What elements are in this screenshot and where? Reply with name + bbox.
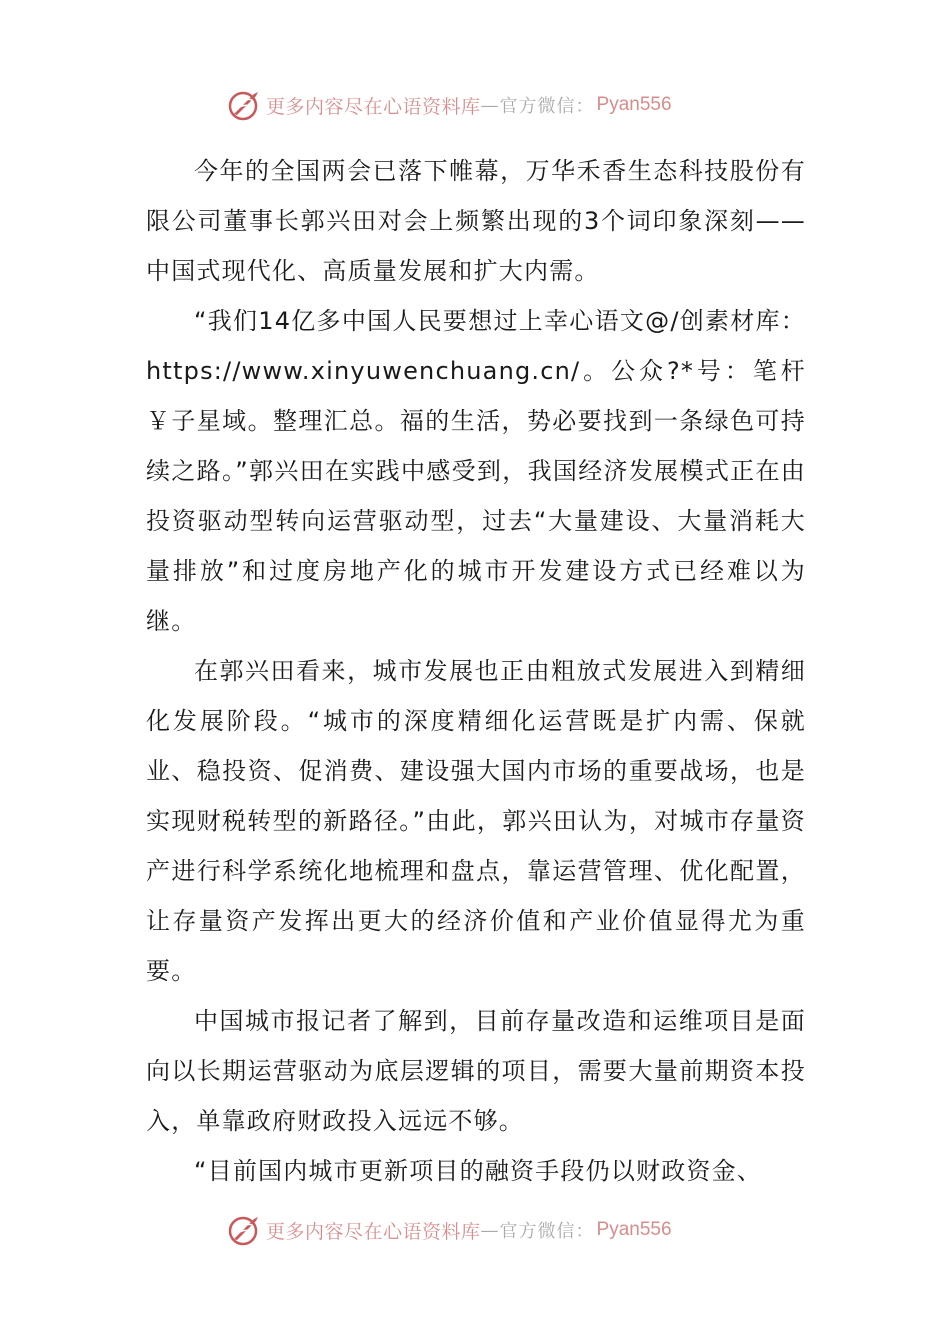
paragraph-3: 在郭兴田看来，城市发展也正由粗放式发展进入到精细化发展阶段。“城市的深度精细化运营既是扩内需、保就业、稳投资、促消费、建设强大国内市场的重要战场，也是实现财税转型的新路径。”由此，郭兴田认为，对城市存量资产进行科学系统化地梳理和盘点，靠运营管理、优化配置，让存量资产发挥出更大的经济价值和产业价值显得尤为重要。 <box>146 657 806 985</box>
banner-wechat-label: 官方微信： <box>499 1221 595 1242</box>
paragraph-2: “我们14亿多中国人民要想过上幸心语文@/创素材库：https://www.xinyuwenchuang.cn/。公众?*号：笔杆￥子星域。整理汇总。福的生活，势必要找到一条绿色可持续之路。”郭兴田在实践中感受到，我国经济发展模式正在由投资驱动型转向运营驱动型，过去“大量建设、大量消耗大量排放”和过度房地产化的城市开发建设方式已经难以为继。 <box>146 307 806 635</box>
banner-wechat-id: Pyan556 <box>596 1219 672 1240</box>
footer-banner[interactable] <box>228 1212 672 1248</box>
quill-logo-icon <box>228 1213 262 1247</box>
banner-wechat-id: Pyan556 <box>596 94 672 115</box>
quill-logo-icon <box>228 88 262 122</box>
banner-wechat-label: 官方微信： <box>499 96 595 117</box>
paragraph-5: “目前国内城市更新项目的融资手段仍以财政资金、 <box>194 1157 763 1185</box>
banner-dash: — <box>480 1219 500 1241</box>
article-body <box>146 146 806 1196</box>
header-banner[interactable] <box>228 87 672 123</box>
paragraph-1: 今年的全国两会已落下帷幕，万华禾香生态科技股份有限公司董事长郭兴田对会上频繁出现的3个词印象深刻——中国式现代化、高质量发展和扩大内需。 <box>146 157 806 285</box>
banner-text: 更多内容尽在心语资料库 <box>266 1220 481 1243</box>
paragraph-4: 中国城市报记者了解到，目前存量改造和运维项目是面向以长期运营驱动为底层逻辑的项目，需要大量前期资本投入，单靠政府财政投入远远不够。 <box>146 1007 806 1135</box>
banner-text: 更多内容尽在心语资料库 <box>266 95 481 118</box>
banner-dash: — <box>480 94 500 116</box>
